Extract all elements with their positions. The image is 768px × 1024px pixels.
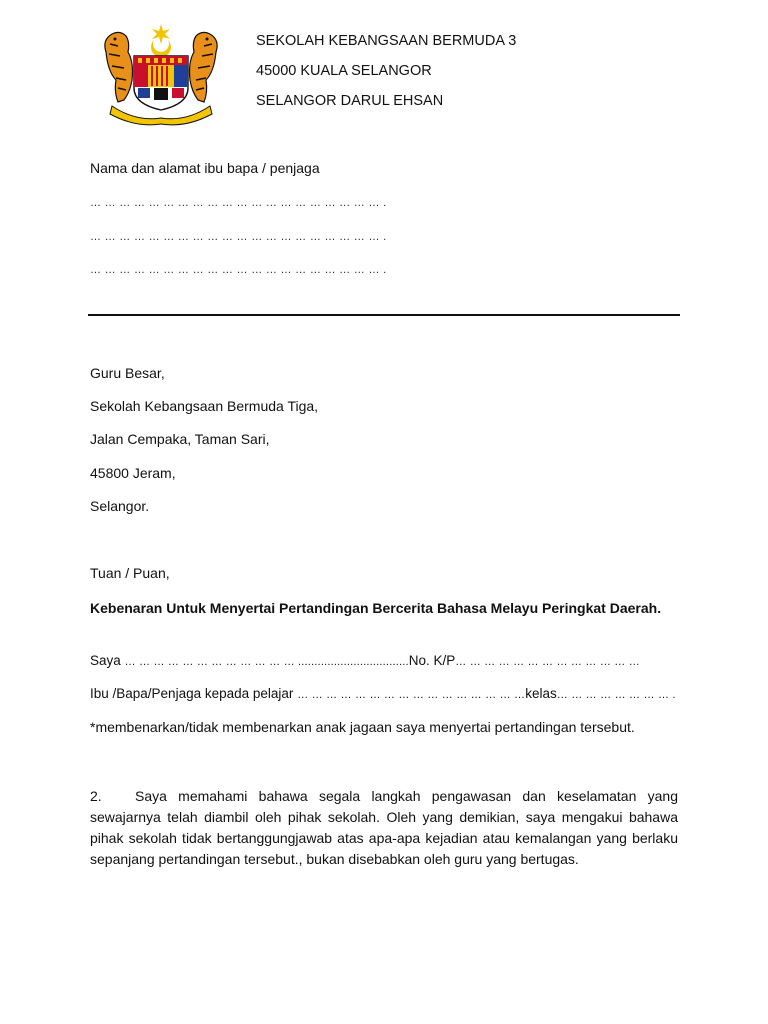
- class-dots: … … … … … … … … .: [556, 689, 676, 701]
- parent-address-label: Nama dan alamat ibu bapa / penjaga: [90, 160, 320, 176]
- parent-address-line-1: … … … … … … … … … … … … … … … … … … … … .: [90, 197, 387, 209]
- paragraph-number: 2.: [90, 788, 102, 804]
- parent-address-line-3: … … … … … … … … … … … … … … … … … … … … .: [90, 264, 387, 276]
- recipient-line-3: Jalan Cempaka, Taman Sari,: [90, 431, 270, 447]
- class-label: kelas: [525, 686, 557, 701]
- student-line: [90, 686, 676, 701]
- paragraph-2: [90, 786, 678, 870]
- saya-label: Saya: [90, 653, 121, 668]
- parent-address-line-2: … … … … … … … … … … … … … … … … … … … … .: [90, 231, 387, 243]
- school-city: 45000 KUALA SELANGOR: [256, 63, 432, 79]
- recipient-line-2: Sekolah Kebangsaan Bermuda Tiga,: [90, 398, 319, 414]
- name-dots: … … … … … … … … … … … … ..................................: [124, 656, 409, 668]
- paragraph-2-text: Saya memahami bahawa segala langkah pengawasan dan keselamatan yang sewajarnya telah diambil oleh pihak sekolah. Oleh yang demikian, saya mengakui bahawa pihak sekolah tidak bertanggungjawab atas apa-apa kejadian atau kemalangan yang berlaku sepanjang pertandingan tersebut., bukan disebabkan oleh guru yang bertugas.: [90, 788, 678, 867]
- salutation: Tuan / Puan,: [90, 565, 170, 581]
- ic-dots: … … … … … … … … … … … … …: [455, 656, 640, 668]
- guardian-label: Ibu /Bapa/Penjaga kepada pelajar: [90, 686, 294, 701]
- ic-label: No. K/P: [408, 653, 456, 668]
- recipient-line-5: Selangor.: [90, 498, 150, 514]
- malaysia-coat-of-arms-icon: [96, 22, 226, 126]
- school-state: SELANGOR DARUL EHSAN: [256, 93, 444, 109]
- parent-name-line: [90, 653, 640, 668]
- letter-subject: Kebenaran Untuk Menyertai Pertandingan Bercerita Bahasa Melayu Peringkat Daerah.: [90, 600, 662, 616]
- student-dots: … … … … … … … … … … … … … … … …: [297, 689, 526, 701]
- divider-line: [88, 314, 680, 316]
- recipient-line-4: 45800 Jeram,: [90, 465, 176, 481]
- recipient-line-1: Guru Besar,: [90, 365, 165, 381]
- school-name: SEKOLAH KEBANGSAAN BERMUDA 3: [256, 33, 517, 49]
- consent-statement: *membenarkan/tidak membenarkan anak jagaan saya menyertai pertandingan tersebut.: [90, 719, 635, 735]
